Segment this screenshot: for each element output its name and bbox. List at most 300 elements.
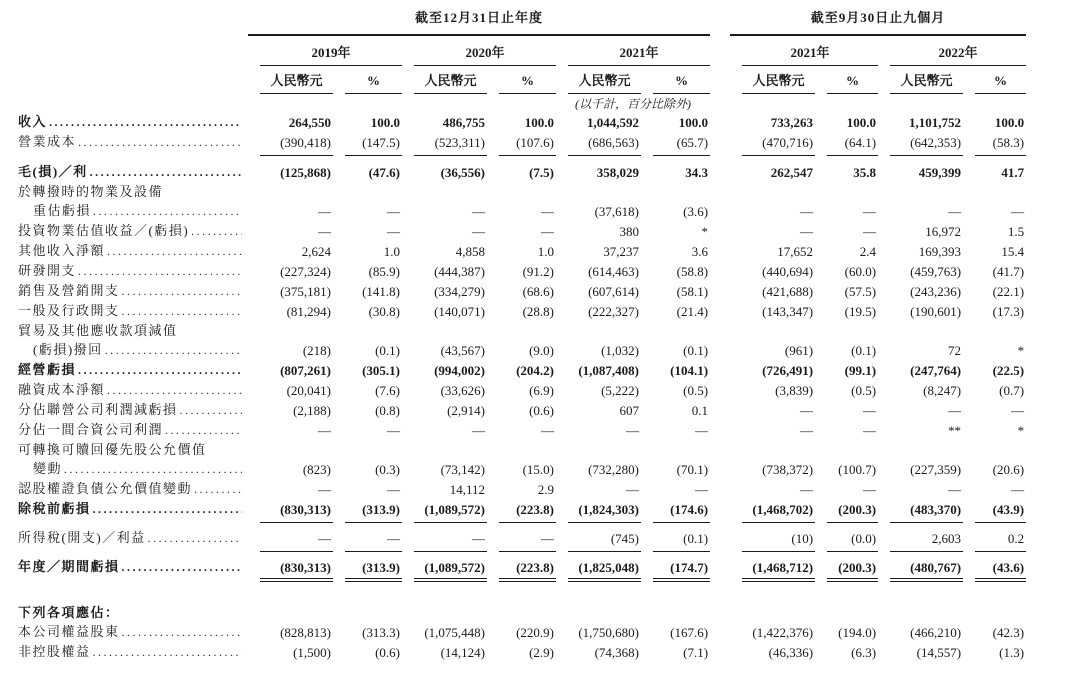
- rule: [742, 522, 815, 523]
- rule: [975, 522, 1026, 523]
- value-cell: (20,041): [286, 383, 331, 398]
- rule: [890, 522, 963, 523]
- dot-leader: [90, 163, 242, 182]
- value-cell: (7.6): [375, 383, 400, 398]
- rule: [742, 155, 815, 156]
- table-header: [18, 8, 1026, 112]
- value-cell: (74,368): [594, 645, 639, 660]
- value-cell: (91.2): [522, 264, 554, 279]
- table-row: [18, 201, 1026, 221]
- value-cell: (313.9): [362, 560, 400, 575]
- value-cell: (143,347): [762, 304, 814, 319]
- row-label: 所得稅(開支)／利益: [18, 530, 146, 545]
- value-cell: (15.0): [522, 462, 554, 477]
- value-cell: 1,101,752: [909, 115, 962, 130]
- value-cell: (1,824,303): [578, 502, 639, 517]
- rule: [827, 522, 878, 523]
- value-cell: (58.3): [992, 135, 1025, 150]
- value-cell: (7.1): [683, 645, 709, 660]
- col-pct: %: [827, 71, 878, 94]
- value-cell: —: [800, 423, 814, 438]
- value-cell: —: [318, 482, 331, 497]
- value-cell: (17.3): [992, 304, 1025, 319]
- table-row: [18, 321, 1026, 340]
- value-cell: 358,029: [596, 165, 639, 180]
- value-cell: (390,418): [280, 135, 331, 150]
- year-2019: 2019年: [260, 43, 402, 66]
- value-cell: —: [1011, 482, 1025, 497]
- double-rule: [653, 578, 710, 583]
- value-cell: (444,387): [434, 264, 485, 279]
- row-label: 分佔一間合資公司利潤: [18, 422, 164, 437]
- rule: [742, 551, 815, 552]
- value-cell: —: [948, 482, 962, 497]
- value-cell: 72: [948, 343, 962, 358]
- value-cell: —: [863, 224, 877, 239]
- value-cell: —: [387, 482, 400, 497]
- value-cell: (1,075,448): [424, 625, 485, 640]
- rule: [499, 551, 556, 552]
- value-cell: 2.9: [537, 482, 554, 497]
- value-cell: 1.5: [1007, 224, 1025, 239]
- value-cell: (223.8): [516, 560, 554, 575]
- rule: [260, 155, 333, 156]
- row-label: (虧損)撥回: [33, 342, 103, 357]
- value-cell: —: [695, 482, 709, 497]
- value-cell: (830,313): [280, 560, 331, 575]
- value-cell: (14,124): [440, 645, 485, 660]
- value-cell: (470,716): [762, 135, 814, 150]
- dot-leader: [78, 262, 242, 281]
- rule: [345, 155, 402, 156]
- col-rmb: 人民幣元: [742, 71, 815, 94]
- table-row: [18, 528, 1026, 548]
- value-cell: (686,563): [588, 135, 639, 150]
- double-rule: [499, 578, 556, 583]
- value-cell: (247,764): [910, 363, 962, 378]
- double-rule: [827, 578, 878, 583]
- col-rmb: 人民幣元: [890, 71, 963, 94]
- year-2021: 2021年: [568, 43, 710, 66]
- value-cell: (305.1): [362, 363, 400, 378]
- value-cell: —: [318, 423, 331, 438]
- value-cell: (125,868): [280, 165, 331, 180]
- value-cell: (642,353): [910, 135, 962, 150]
- rule: [827, 551, 878, 552]
- period-group-nine-months: 截至9月30日止九個月: [730, 8, 1026, 36]
- value-cell: (8,247): [923, 383, 962, 398]
- value-cell: 4,858: [455, 244, 485, 259]
- dot-leader: [93, 643, 242, 662]
- period-group-row: [18, 8, 1026, 36]
- row-label: 銷售及營銷開支: [18, 283, 120, 298]
- value-cell: (1,468,702): [752, 502, 814, 517]
- value-cell: (745): [610, 531, 639, 546]
- double-rule: [975, 578, 1026, 583]
- value-cell: (57.5): [844, 284, 877, 299]
- row-label: 可轉換可贖回優先股公允價值: [18, 442, 207, 457]
- value-cell: —: [626, 482, 639, 497]
- value-cell: (204.2): [516, 363, 554, 378]
- value-cell: (140,071): [434, 304, 485, 319]
- col-pct: %: [975, 71, 1026, 94]
- value-cell: —: [863, 423, 877, 438]
- row-label: 經營虧損: [18, 362, 77, 377]
- value-cell: (60.0): [844, 264, 877, 279]
- value-cell: (421,688): [762, 284, 814, 299]
- table-row: [18, 400, 1026, 420]
- value-cell: 14,112: [449, 482, 485, 497]
- rule: [975, 551, 1026, 552]
- value-cell: (33,626): [440, 383, 485, 398]
- value-cell: 34.3: [685, 165, 709, 180]
- value-cell: (1,089,572): [424, 502, 485, 517]
- table-row: [18, 261, 1026, 281]
- value-cell: —: [800, 204, 814, 219]
- dot-leader: [122, 302, 242, 321]
- value-cell: (41.7): [992, 264, 1025, 279]
- value-cell: (223.8): [516, 502, 554, 517]
- value-cell: —: [318, 204, 331, 219]
- value-cell: —: [1011, 204, 1025, 219]
- value-cell: (5,222): [601, 383, 639, 398]
- value-cell: —: [387, 224, 400, 239]
- value-cell: (0.7): [999, 383, 1025, 398]
- table-row: [18, 622, 1026, 642]
- value-cell: (6.9): [529, 383, 554, 398]
- table-row: [18, 380, 1026, 400]
- value-cell: (1.3): [999, 645, 1025, 660]
- value-cell: —: [541, 423, 554, 438]
- rule: [653, 522, 710, 523]
- value-cell: (58.8): [676, 264, 709, 279]
- dot-leader: [148, 529, 242, 548]
- rule: [260, 522, 333, 523]
- value-cell: (81,294): [286, 304, 331, 319]
- value-cell: (43.9): [992, 502, 1025, 517]
- value-cell: —: [472, 204, 485, 219]
- dot-leader: [122, 623, 242, 642]
- value-cell: (313.9): [362, 502, 400, 517]
- value-cell: *: [1017, 423, 1025, 438]
- spacer-row: [18, 583, 1026, 603]
- value-cell: (22.1): [992, 284, 1025, 299]
- rule: [975, 155, 1026, 156]
- value-cell: (0.0): [851, 531, 877, 546]
- value-cell: (6.3): [851, 645, 877, 660]
- value-cell: (37,618): [594, 204, 639, 219]
- value-cell: —: [387, 423, 400, 438]
- value-cell: (2,188): [293, 403, 331, 418]
- row-label: 下列各項應佔：: [18, 605, 120, 620]
- dot-leader: [122, 558, 242, 577]
- row-label: 毛(損)／利: [18, 164, 88, 179]
- value-cell: —: [387, 204, 400, 219]
- value-cell: (1,087,408): [578, 363, 639, 378]
- value-cell: —: [318, 531, 331, 546]
- value-cell: (2.9): [529, 645, 554, 660]
- value-cell: (220.9): [516, 625, 554, 640]
- value-cell: (313.3): [362, 625, 400, 640]
- table-row: [18, 132, 1026, 152]
- value-cell: (0.1): [375, 343, 400, 358]
- row-label: 本公司權益股東: [18, 624, 120, 639]
- rule: [499, 522, 556, 523]
- value-cell: (1,032): [601, 343, 639, 358]
- table-row: [18, 642, 1026, 662]
- value-cell: (73,142): [440, 462, 485, 477]
- value-cell: (147.5): [362, 135, 400, 150]
- value-cell: (141.8): [362, 284, 400, 299]
- value-cell: 169,393: [918, 244, 962, 259]
- value-cell: 100.0: [994, 115, 1025, 130]
- table-body: [18, 112, 1026, 662]
- period-group-annual: 截至12月31日止年度: [248, 8, 710, 36]
- value-cell: (243,236): [910, 284, 962, 299]
- value-cell: (726,491): [762, 363, 814, 378]
- value-cell: 2.4: [859, 244, 877, 259]
- value-cell: —: [387, 531, 400, 546]
- rule: [499, 155, 556, 156]
- value-cell: —: [948, 403, 962, 418]
- row-label: 研發開支: [18, 263, 77, 278]
- value-cell: (47.6): [368, 165, 400, 180]
- value-cell: 100.0: [846, 115, 877, 130]
- value-cell: —: [472, 423, 485, 438]
- row-label: 收入: [18, 114, 48, 129]
- value-cell: 100.0: [524, 115, 554, 130]
- value-cell: —: [800, 482, 814, 497]
- double-rule: [568, 578, 641, 583]
- dot-leader: [107, 381, 242, 400]
- value-cell: (483,370): [910, 502, 962, 517]
- corner-blank: [18, 8, 248, 36]
- col-rmb: 人民幣元: [568, 71, 641, 94]
- value-cell: (334,279): [434, 284, 485, 299]
- column-header-row: [18, 66, 1026, 94]
- value-cell: (1,750,680): [578, 625, 639, 640]
- rule: [260, 551, 333, 552]
- value-cell: (830,313): [280, 502, 331, 517]
- value-cell: (614,463): [588, 264, 639, 279]
- value-cell: 16,972: [925, 224, 962, 239]
- value-cell: (227,324): [280, 264, 331, 279]
- value-cell: 100.0: [678, 115, 709, 130]
- rule: [345, 522, 402, 523]
- value-cell: (70.1): [676, 462, 709, 477]
- value-cell: (200.3): [838, 560, 877, 575]
- value-cell: 15.4: [1001, 244, 1025, 259]
- value-cell: (994,002): [434, 363, 485, 378]
- value-cell: (1,422,376): [752, 625, 814, 640]
- financial-table: [18, 8, 1026, 662]
- value-cell: 0.2: [1007, 531, 1025, 546]
- dot-leader: [93, 202, 242, 221]
- rule: [568, 551, 641, 552]
- row-label: 投資物業估值收益／(虧損): [18, 223, 190, 238]
- rule: [653, 551, 710, 552]
- value-cell: (0.1): [683, 531, 709, 546]
- double-rule: [890, 578, 963, 583]
- table-row: [18, 499, 1026, 519]
- value-cell: (190,601): [910, 304, 962, 319]
- table-row: [18, 340, 1026, 360]
- value-cell: (607,614): [588, 284, 639, 299]
- year-9m-2021: 2021年: [742, 43, 878, 66]
- value-cell: (22.5): [992, 363, 1025, 378]
- value-cell: (14,557): [916, 645, 962, 660]
- value-cell: (961): [784, 343, 814, 358]
- row-label: 非控股權益: [18, 644, 91, 659]
- value-cell: (7.5): [529, 165, 554, 180]
- value-cell: (0.1): [851, 343, 877, 358]
- value-cell: (107.6): [516, 135, 554, 150]
- value-cell: (459,763): [910, 264, 962, 279]
- year-2020: 2020年: [414, 43, 556, 66]
- value-cell: (227,359): [910, 462, 962, 477]
- value-cell: 0.1: [691, 403, 709, 418]
- rule: [414, 155, 487, 156]
- value-cell: (732,280): [588, 462, 639, 477]
- value-cell: 3.6: [691, 244, 709, 259]
- value-cell: *: [1017, 343, 1025, 358]
- value-cell: 264,550: [288, 115, 331, 130]
- value-cell: (19.5): [844, 304, 877, 319]
- value-cell: 2,624: [301, 244, 331, 259]
- value-cell: —: [800, 403, 814, 418]
- value-cell: (1,089,572): [424, 560, 485, 575]
- value-cell: (1,825,048): [578, 560, 639, 575]
- value-cell: (200.3): [838, 502, 877, 517]
- value-cell: (807,261): [280, 363, 331, 378]
- value-cell: 459,399: [918, 165, 962, 180]
- value-cell: 1,044,592: [587, 115, 639, 130]
- rule: [414, 551, 487, 552]
- value-cell: 37,237: [603, 244, 639, 259]
- value-cell: 17,652: [777, 244, 814, 259]
- col-pct: %: [345, 71, 402, 94]
- value-cell: (43.6): [992, 560, 1025, 575]
- table-row: [18, 459, 1026, 479]
- value-cell: (480,767): [910, 560, 962, 575]
- value-cell: 486,755: [442, 115, 485, 130]
- value-cell: (823): [302, 462, 331, 477]
- value-cell: —: [318, 224, 331, 239]
- value-cell: (68.6): [522, 284, 554, 299]
- value-cell: —: [695, 423, 709, 438]
- value-cell: —: [541, 204, 554, 219]
- dot-leader: [107, 242, 242, 261]
- value-cell: (104.1): [670, 363, 709, 378]
- table-row: [18, 360, 1026, 380]
- table-row: [18, 281, 1026, 301]
- value-cell: —: [472, 224, 485, 239]
- value-cell: (10): [791, 531, 814, 546]
- value-cell: (0.5): [851, 383, 877, 398]
- year-9m-2022: 2022年: [890, 43, 1026, 66]
- value-cell: —: [472, 531, 485, 546]
- value-cell: (222,327): [588, 304, 639, 319]
- value-cell: (46,336): [768, 645, 814, 660]
- value-cell: **: [948, 423, 962, 438]
- value-cell: (1,500): [293, 645, 331, 660]
- units-note: (以千計，百分比除外): [575, 97, 692, 111]
- rule: [890, 155, 963, 156]
- rule: [345, 551, 402, 552]
- value-cell: (64.1): [844, 135, 877, 150]
- value-cell: 1.0: [537, 244, 554, 259]
- table-row: [18, 301, 1026, 321]
- table-row: [18, 557, 1026, 577]
- rule: [890, 551, 963, 552]
- value-cell: (738,372): [762, 462, 814, 477]
- row-label: 分佔聯營公司利潤減虧損: [18, 402, 178, 417]
- row-label: 除稅前虧損: [18, 501, 91, 516]
- value-cell: 2,603: [931, 531, 962, 546]
- double-rule: [260, 578, 333, 583]
- dot-leader: [78, 361, 242, 380]
- value-cell: (466,210): [910, 625, 962, 640]
- dot-leader: [180, 401, 242, 420]
- row-label: 貿易及其他應收款項減值: [18, 323, 178, 338]
- dot-leader: [194, 480, 242, 499]
- value-cell: (375,181): [280, 284, 331, 299]
- value-cell: (20.6): [992, 462, 1025, 477]
- value-cell: (65.7): [676, 135, 709, 150]
- value-cell: (36,556): [440, 165, 485, 180]
- value-cell: (828,813): [280, 625, 331, 640]
- value-cell: (0.8): [375, 403, 400, 418]
- value-cell: (174.7): [670, 560, 709, 575]
- col-rmb: 人民幣元: [414, 71, 487, 94]
- value-cell: —: [863, 482, 877, 497]
- value-cell: —: [863, 403, 877, 418]
- rule: [414, 522, 487, 523]
- value-cell: (194.0): [838, 625, 877, 640]
- value-cell: (2,914): [447, 403, 485, 418]
- value-cell: 380: [619, 224, 639, 239]
- table-row: [18, 241, 1026, 261]
- value-cell: (1,468,712): [752, 560, 814, 575]
- rule: [827, 155, 878, 156]
- value-cell: (0.6): [529, 403, 554, 418]
- row-label: 營業成本: [18, 134, 77, 149]
- value-cell: (0.6): [375, 645, 400, 660]
- rule: [568, 522, 641, 523]
- table-row: [18, 420, 1026, 440]
- value-cell: —: [541, 531, 554, 546]
- value-cell: (174.6): [670, 502, 709, 517]
- value-cell: (28.8): [522, 304, 554, 319]
- value-cell: (0.5): [683, 383, 709, 398]
- table-row: [18, 479, 1026, 499]
- row-label: 一般及行政開支: [18, 303, 120, 318]
- value-cell: 733,263: [770, 115, 814, 130]
- value-cell: *: [701, 224, 709, 239]
- value-cell: (58.1): [676, 284, 709, 299]
- row-label: 變動: [33, 461, 63, 476]
- dot-leader: [165, 421, 242, 440]
- double-rule: [414, 578, 487, 583]
- dot-leader: [78, 133, 242, 152]
- dot-leader: [49, 113, 242, 132]
- value-cell: 262,547: [770, 165, 814, 180]
- value-cell: —: [1011, 403, 1025, 418]
- year-header-row: [18, 36, 1026, 66]
- dot-leader: [105, 341, 242, 360]
- table-row: [18, 112, 1026, 132]
- value-cell: (9.0): [529, 343, 554, 358]
